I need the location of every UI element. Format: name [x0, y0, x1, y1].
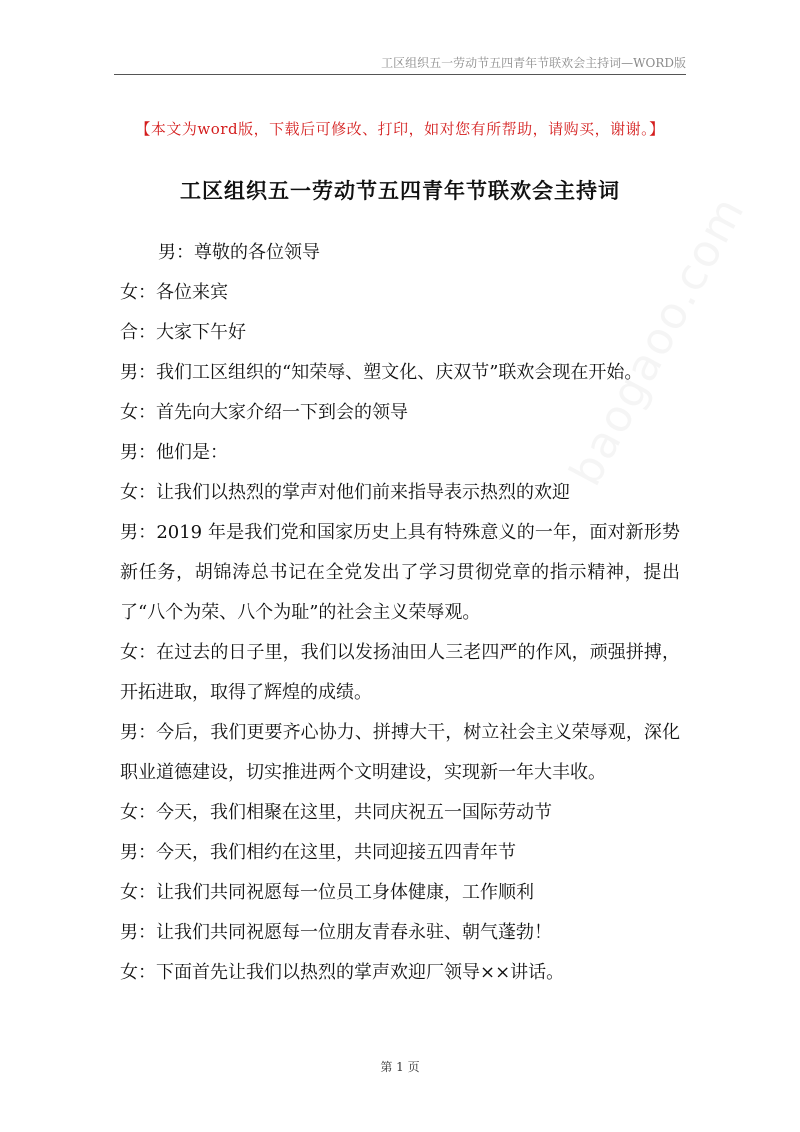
paragraph: 女：首先向大家介绍一下到会的领导: [120, 402, 408, 423]
paragraph: 女：各位来宾: [120, 282, 228, 303]
paragraph: 男：尊敬的各位领导: [158, 242, 320, 263]
page-header: 工区组织五一劳动节五四青年节联欢会主持词—WORD版: [381, 56, 686, 70]
document-title: 工区组织五一劳动节五四青年节联欢会主持词: [180, 179, 620, 203]
paragraph: 男：2019 年是我们党和国家历史上具有特殊意义的一年，面对新形势新任务，胡锦涛总书记在全党发出了学习贯彻党章的指示精神，提出了“八个为荣、八个为耻”的社会主义荣辱观。: [120, 522, 680, 623]
watermark: baogaoo.com: [560, 187, 756, 494]
paragraph: 女：在过去的日子里，我们以发扬油田人三老四严的作风，顽强拼搏，开拓进取，取得了辉煌的成绩。: [120, 642, 680, 703]
paragraph: 女：下面首先让我们以热烈的掌声欢迎厂领导××讲话。: [120, 962, 565, 983]
paragraph: 男：今天，我们相约在这里，共同迎接五四青年节: [120, 842, 516, 863]
page-number: 第 1 页: [380, 1060, 420, 1074]
download-notice: 【本文为word版，下载后可修改、打印，如对您有所帮助，请购买，谢谢。】: [135, 120, 665, 138]
paragraph: 男：他们是：: [120, 442, 228, 463]
paragraph: 男：今后，我们更要齐心协力、拼搏大干，树立社会主义荣辱观，深化职业道德建设，切实推进两个文明建设，实现新一年大丰收。: [120, 722, 680, 783]
paragraph: 合：大家下午好: [120, 322, 246, 343]
paragraph: 男：我们工区组织的“知荣辱、塑文化、庆双节”联欢会现在开始。: [120, 362, 643, 383]
paragraph: 女：让我们以热烈的掌声对他们前来指导表示热烈的欢迎: [120, 482, 570, 503]
paragraph: 女：让我们共同祝愿每一位员工身体健康，工作顺利: [120, 882, 534, 903]
paragraph: 女：今天，我们相聚在这里，共同庆祝五一国际劳动节: [120, 802, 552, 823]
paragraph: 男：让我们共同祝愿每一位朋友青春永驻、朝气蓬勃！: [120, 922, 552, 943]
document-body: [120, 233, 680, 993]
header-rule: [114, 74, 686, 75]
